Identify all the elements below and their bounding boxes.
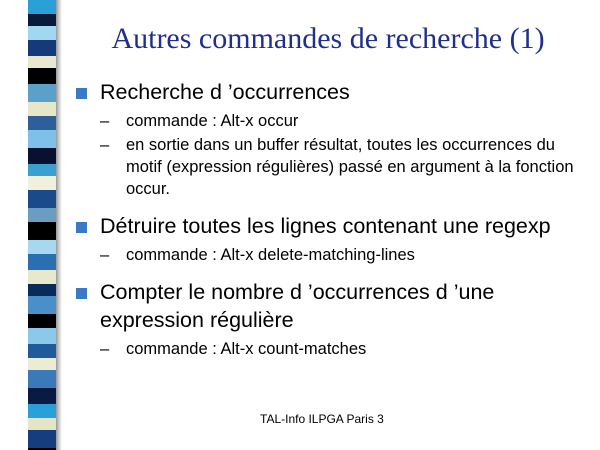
square-bullet-icon [76,288,87,299]
bullet-item [74,78,584,106]
stripe-block [28,328,56,344]
stripe-block [28,388,56,404]
stripe-block [28,284,56,296]
stripe-block [28,190,56,208]
stripe-block [28,14,56,26]
stripe-block [28,270,56,284]
stripe-block [28,176,56,190]
dash-bullet-icon: – [100,112,110,130]
slide-content [74,78,584,360]
sub-bullet-item [74,244,584,266]
stripe-block [28,0,56,14]
stripe-block [28,130,56,148]
sub-bullet-text: commande : Alt-x occur [126,112,299,130]
dash-bullet-icon: – [100,136,110,154]
stripe-block [28,314,56,328]
stripe-block [28,344,56,358]
sub-bullet-item [74,338,584,360]
stripe-block [28,164,56,176]
sub-bullet-item [74,110,584,132]
bullet-item [74,278,584,334]
sub-bullet-text: commande : Alt-x count-matches [126,340,367,358]
stripe-block [28,358,56,370]
stripe-block [28,208,56,222]
square-bullet-icon [76,88,87,99]
dash-bullet-icon: – [100,340,110,358]
stripe-block [28,254,56,270]
stripe-block [28,148,56,164]
dash-bullet-icon: – [100,246,110,264]
stripe-block [28,116,56,130]
slide-title: Autres commandes de recherche (1) [111,22,545,55]
stripe-block [28,68,56,84]
slide-footer: TAL-Info ILPGA Paris 3 [260,412,384,426]
square-bullet-icon [76,222,87,233]
stripe-blocks [28,0,56,450]
stripe-block [28,56,56,68]
sub-bullet-item [74,134,584,200]
stripe-shadow [56,0,62,450]
stripe-block [28,430,56,448]
bullet-text: Détruire toutes les lignes contenant une regexp [100,214,551,238]
stripe-block [28,296,56,314]
stripe-block [28,240,56,254]
stripe-block [28,40,56,56]
bullet-text: Recherche d ’occurrences [100,80,350,104]
stripe-block [28,26,56,40]
bullet-item [74,212,584,240]
stripe-block [28,102,56,116]
stripe-block [28,370,56,388]
bullet-text: Compter le nombre d ’occurrences d ’une expression régulière [100,280,495,332]
decorative-stripe [0,0,62,450]
stripe-block [28,418,56,430]
stripe-block [28,404,56,418]
stripe-block [28,84,56,102]
sub-bullet-text: en sortie dans un buffer résultat, toutes les occurrences du motif (expression régulières) passé en argument à la fonction occur. [126,136,574,198]
sub-bullet-text: commande : Alt-x delete-matching-lines [126,246,415,264]
stripe-block [28,222,56,240]
